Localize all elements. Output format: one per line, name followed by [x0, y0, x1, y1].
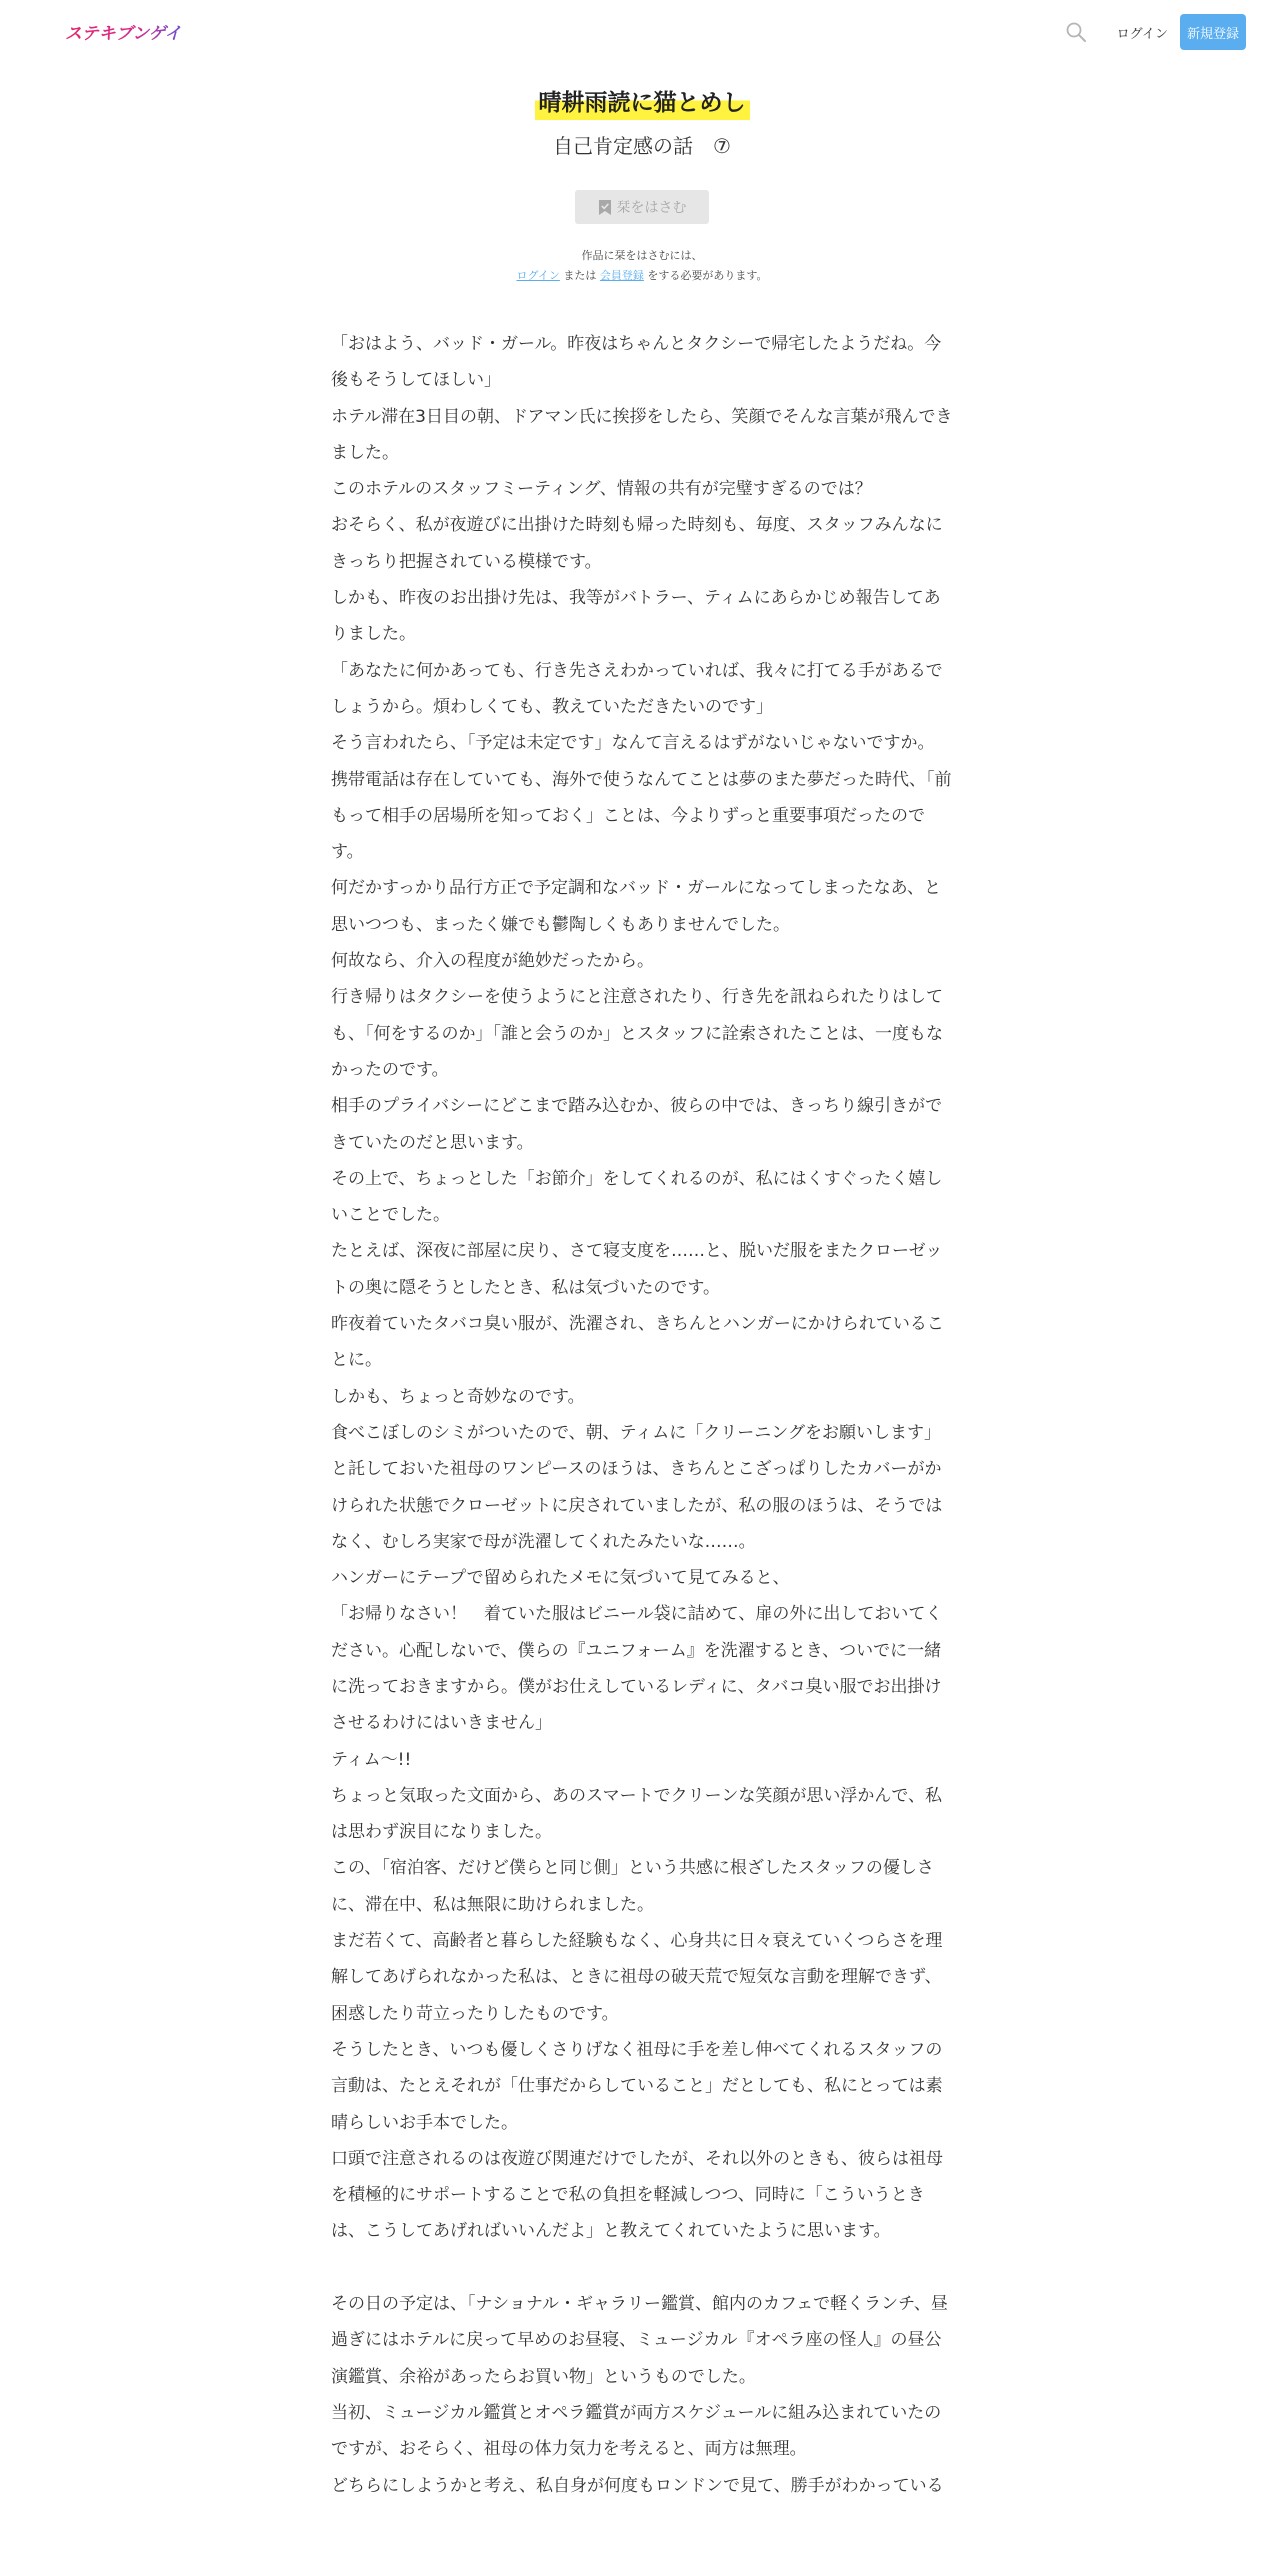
title-block: [0, 86, 1284, 160]
body-paragraph: しかも、ちょっと奇妙なのです。: [331, 1386, 585, 1407]
body-paragraph: この、「宿泊客、だけど僕らと同じ側」という共感に根ざしたスタッフの優しさに、滞在中、私は無限に助けられました。: [331, 1858, 934, 1915]
body-paragraph: そう言われたら、「予定は未定です」なんて言えるはずがないじゃないですか。: [331, 733, 935, 754]
body-paragraph: たとえば、深夜に部屋に戻り、さて寝支度を……と、脱いだ服をまたクローゼットの奥に隠そうとしたとき、私は気づいたのです。: [331, 1241, 943, 1298]
header-actions: [1065, 14, 1246, 50]
bookmark-button-label: 栞をはさむ: [616, 200, 687, 216]
body-paragraph: 相手のプライバシーにどこまで踏み込むか、彼らの中では、きっちり線引きができていたのだと思います。: [331, 1096, 943, 1153]
body-paragraph: 昨夜着ていたタバコ臭い服が、洗濯され、きちんとハンガーにかけられていることに。: [331, 1314, 944, 1371]
site-header: [0, 0, 1284, 64]
bookmark-note-suffix: をする必要があります。: [643, 269, 768, 282]
body-paragraph: 「お帰りなさい！ 着ていた服はビニール袋に詰めて、扉の外に出しておいてください。心配しないで、僕らの『ユニフォーム』を洗濯するとき、ついでに一緒に洗っておきますから。僕がお仕えしているレディに、タバコ臭い服でお出掛けさせるわけにはいきません」: [331, 1604, 943, 1734]
login-link[interactable]: ログイン: [1116, 26, 1168, 42]
body-paragraph: ティム～!!: [331, 1749, 412, 1770]
body-paragraph: そうしたとき、いつも優しくさりげなく祖母に手を差し伸べてくれるスタッフの言動は、たとえそれが「仕事だからしていること」だとしても、私にとっては素晴らしいお手本でした。: [331, 2039, 943, 2133]
body-paragraph: 当初、ミュージカル鑑賞とオペラ鑑賞が両方スケジュールに組み込まれていたのですが、おそらく、祖母の体力気力を考えると、両方は無理。: [331, 2402, 942, 2460]
bookmark-login-link[interactable]: ログイン: [516, 269, 560, 282]
body-paragraph: 行き帰りはタクシーを使うようにと注意されたり、行き先を訊ねられたりはしても、「何をするのか」「誰と会うのか」とスタッフに詮索されたことは、一度もなかったのです。: [331, 987, 943, 1080]
body-paragraph: 何故なら、介入の程度が絶妙だったから。: [331, 951, 654, 972]
search-icon[interactable]: [1065, 21, 1087, 43]
bookmark-register-link[interactable]: 会員登録: [599, 269, 644, 282]
body-paragraph: その上で、ちょっとした「お節介」をしてくれるのが、私にはくすぐったく嬉しいことでした。: [331, 1168, 943, 1226]
body-paragraph: 「おはよう、バッド・ガール。昨夜はちゃんとタクシーで帰宅したようだね。今後もそうしてほしい」: [331, 334, 942, 391]
body-paragraph: しかも、昨夜のお出掛け先は、我等がバトラー、ティムにあらかじめ報告してありました。: [331, 588, 941, 645]
body-paragraph: 「あなたに何かあっても、行き先さえわかっていれば、我々に打てる手があるでしょうから。煩わしくても、教えていただきたいのです」: [331, 660, 943, 717]
body-paragraph: 口頭で注意されるのは夜遊び関連だけでしたが、それ以外のときも、彼らは祖母を積極的にサポートすることで私の負担を軽減しつつ、同時に「こういうときは、こうしてあげればいいんだよ」と教えてくれていたように思います。: [331, 2148, 943, 2242]
body-paragraph: 何だかすっかり品行方正で予定調和なバッド・ガールになってしまったなあ、と思いつつも、まったく嫌でも鬱陶しくもありませんでした。: [331, 878, 941, 935]
body-paragraph: ちょっと気取った文面から、あのスマートでクリーンな笑顔が思い浮かんで、私は思わず涙目になりました。: [331, 1785, 942, 1843]
body-paragraph: おそらく、私が夜遊びに出掛けた時刻も帰った時刻も、毎度、スタッフみんなにきっちり把握されている模様です。: [331, 515, 943, 572]
body-paragraph: 食べこぼしのシミがついたので、朝、ティムに「クリーニングをお願いします」と託しておいた祖母のワンピースのほうは、きちんとこざっぱりしたカバーがかけられた状態でクローゼットに戻されていましたが、私の服のほうは、そうではなく、むしろ実家で母が洗濯してくれたみたいな……。: [331, 1422, 943, 1552]
bookmark-check-icon: [598, 200, 612, 215]
bookmark-note-line1: 作品に栞をはさむには、: [581, 249, 703, 262]
logo-text: ステキブンゲイ: [65, 24, 182, 44]
body-paragraph: どちらにしようかと考え、私自身が何度もロンドンで見て、勝手がわかっている: [331, 2475, 944, 2496]
work-title[interactable]: 晴耕雨読に猫とめし: [535, 86, 750, 120]
body-paragraph: その日の予定は、「ナショナル・ギャラリー鑑賞、館内のカフェで軽くランチ、昼過ぎにはホテルに戻って早めのお昼寝、ミュージカル『オペラ座の怪人』の昼公演鑑賞、余裕があったらお買い物」というものでした。: [331, 2294, 948, 2387]
bookmark-note: [0, 246, 1284, 286]
body-paragraph: ハンガーにテープで留められたメモに気づいて見てみると、: [331, 1568, 790, 1589]
episode-body: [331, 326, 953, 2504]
signup-button[interactable]: 新規登録: [1180, 14, 1246, 50]
body-paragraph: まだ若くて、高齢者と暮らした経験もなく、心身共に日々衰えていくつらさを理解してあげられなかった私は、ときに祖母の破天荒で短気な言動を理解できず、困惑したり苛立ったりしたものです。: [331, 1931, 943, 2024]
body-paragraph: ホテル滞在3日目の朝、ドアマン氏に挨拶をしたら、笑顔でそんな言葉が飛んできました。: [331, 406, 953, 463]
bookmark-button: [575, 190, 709, 224]
episode-title: 自己肯定感の話 ⑦: [553, 134, 731, 158]
blank-line: [331, 2250, 953, 2286]
bookmark-or-text: または: [559, 269, 600, 282]
bookmark-area: [0, 190, 1284, 224]
body-paragraph: このホテルのスタッフミーティング、情報の共有が完璧すぎるのでは？: [331, 479, 872, 500]
site-logo[interactable]: [64, 20, 182, 46]
body-paragraph: 携帯電話は存在していても、海外で使うなんてことは夢のまた夢だった時代、「前もって相手の居場所を知っておく」ことは、今よりずっと重要事項だったのです。: [331, 769, 952, 863]
bookmark-note-line2: [0, 266, 1284, 286]
